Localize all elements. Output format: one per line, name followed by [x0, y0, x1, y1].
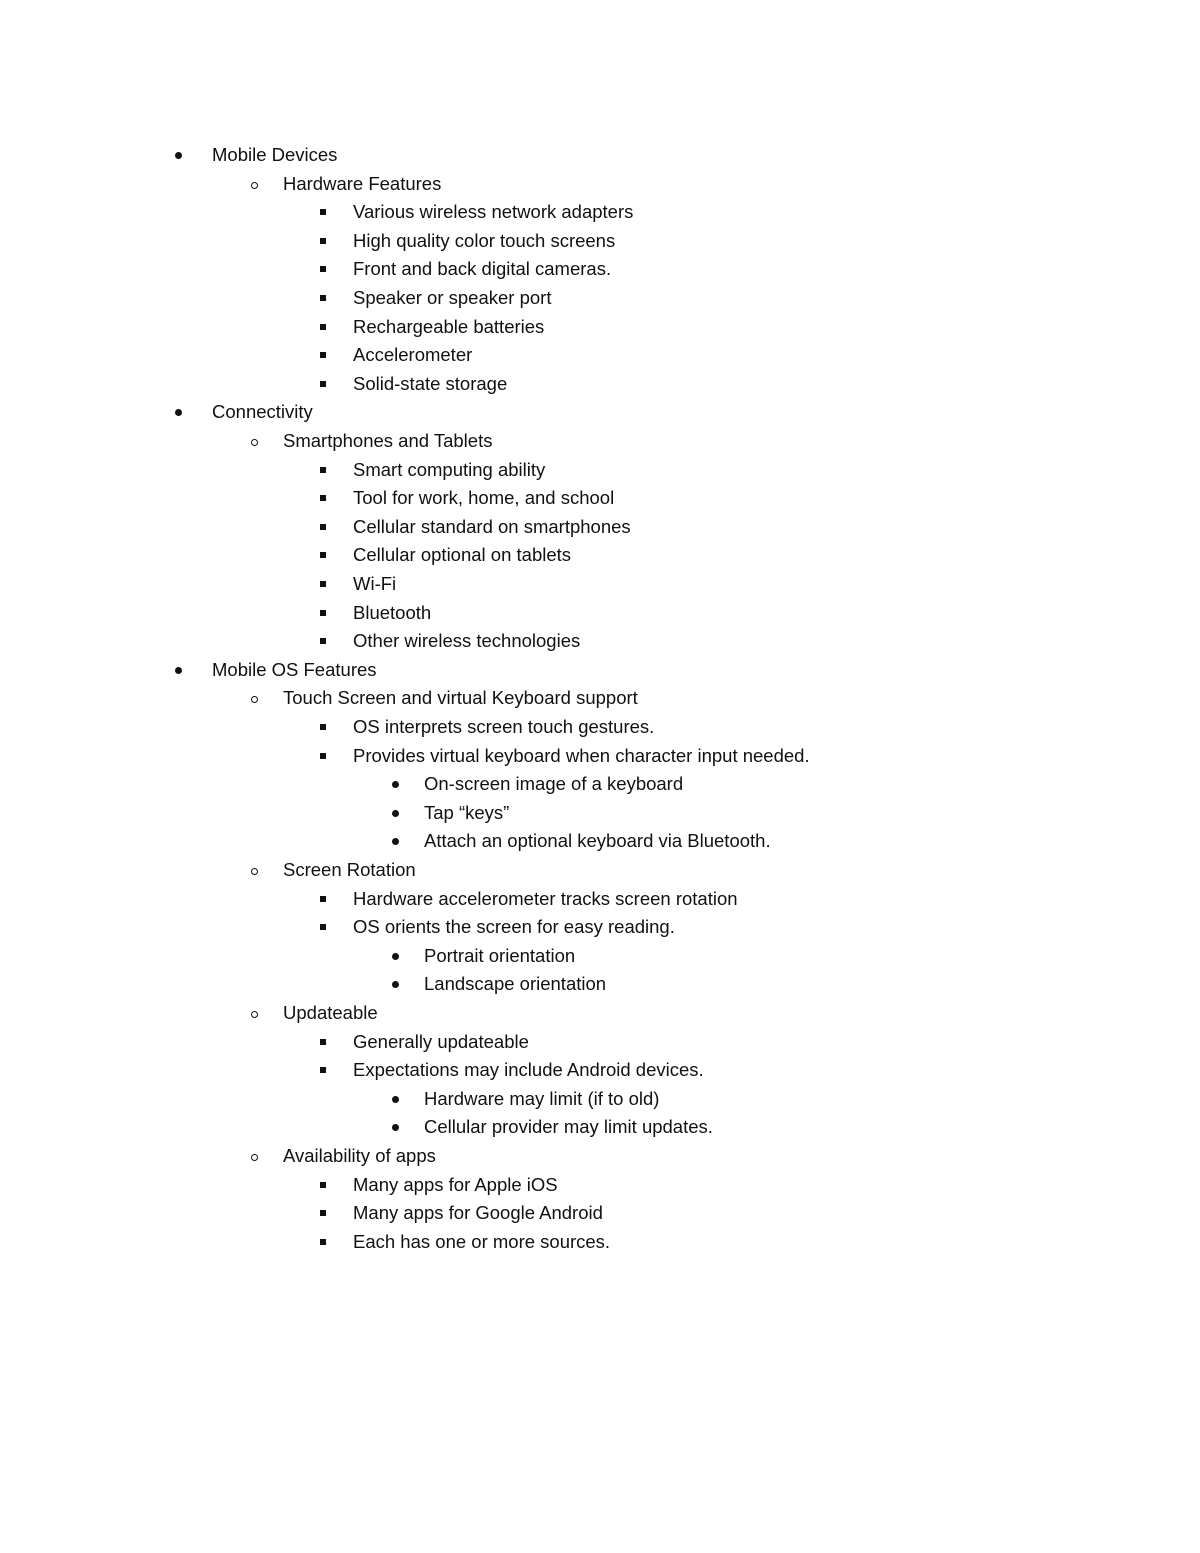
list-item-text: Accelerometer: [353, 344, 473, 366]
list-item-text: OS interprets screen touch gestures.: [353, 716, 655, 737]
list-item-text: Portrait orientation: [424, 944, 576, 966]
list-item-text: Each has one or more sources.: [353, 1230, 611, 1252]
list-item-text: Availability of apps: [283, 1145, 436, 1166]
list-item-text: Touch Screen and virtual Keyboard support: [283, 687, 638, 709]
list-item-text: Wi-Fi: [353, 573, 397, 594]
list-item-text: Smart computing ability: [353, 458, 546, 480]
list-item-text: Screen Rotation: [283, 859, 416, 880]
list-item-text: Cellular provider may limit updates.: [424, 1116, 713, 1138]
list-item-text: Bluetooth: [353, 601, 432, 623]
list-item-text: Many apps for Apple iOS: [353, 1173, 558, 1195]
list-item-text: Various wireless network adapters: [353, 201, 634, 223]
list-item-text: Rechargeable batteries: [353, 315, 545, 337]
list-item-text: OS orients the screen for easy reading.: [353, 916, 675, 938]
list-item-text: Updateable: [283, 1002, 378, 1023]
list-item-text: Hardware may limit (if to old): [424, 1087, 660, 1109]
list-item-text: High quality color touch screens: [353, 229, 616, 251]
list-item-text: Tool for work, home, and school: [353, 487, 615, 509]
list-item-text: Generally updateable: [353, 1030, 529, 1052]
list-item-text: Hardware accelerometer tracks screen rotation: [353, 887, 738, 909]
list-item-text: Cellular standard on smartphones: [353, 515, 631, 537]
list-item-text: Many apps for Google Android: [353, 1202, 603, 1224]
list-item-text: Attach an optional keyboard via Bluetooth.: [424, 830, 771, 852]
list-item-text: Tap “keys”: [424, 801, 510, 823]
list-item-text: Mobile Devices: [212, 144, 338, 165]
list-item-text: Connectivity: [212, 401, 313, 423]
list-item-text: Smartphones and Tablets: [283, 430, 493, 451]
list-item-text: Expectations may include Android devices.: [353, 1059, 704, 1081]
list-item-text: Mobile OS Features: [212, 658, 377, 680]
list-item-text: Hardware Features: [283, 172, 442, 194]
list-item-text: Landscape orientation: [424, 973, 607, 995]
list-item-text: Solid-state storage: [353, 372, 508, 394]
list-item-text: Other wireless technologies: [353, 630, 581, 652]
list-item-text: Front and back digital cameras.: [353, 258, 612, 280]
list-item-text: Speaker or speaker port: [353, 287, 552, 308]
list-item-text: On-screen image of a keyboard: [424, 773, 684, 795]
list-item-text: Cellular optional on tablets: [353, 544, 572, 566]
list-item-text: Provides virtual keyboard when character input needed.: [353, 744, 810, 766]
